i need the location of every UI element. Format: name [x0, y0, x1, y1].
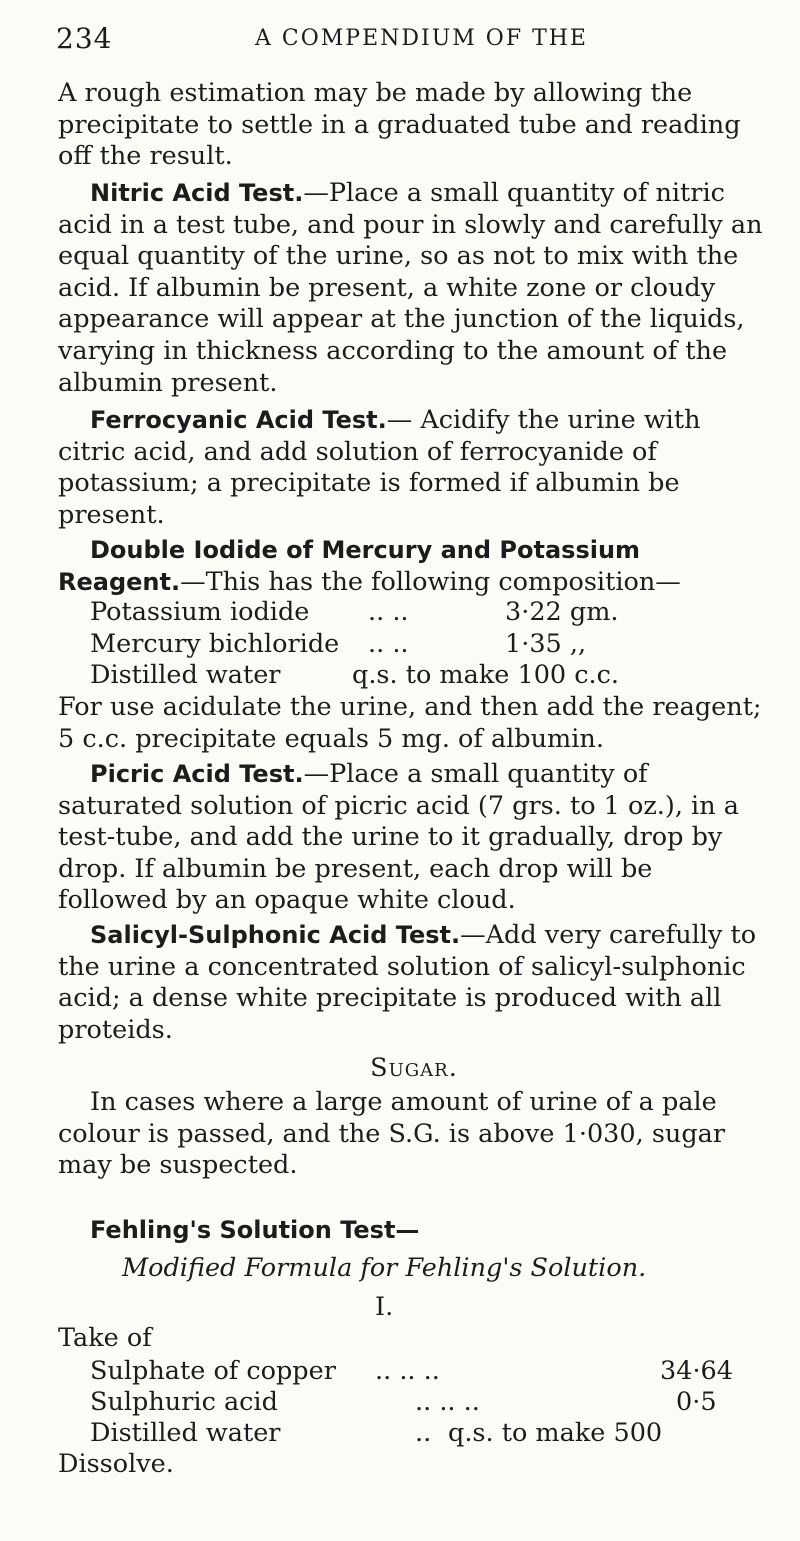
- ingredient-amount: 1·35 ,,: [505, 629, 587, 659]
- ferrocyanic-acid-heading: Ferrocyanic Acid Test.: [90, 406, 387, 434]
- ferrocyanic-acid-body: — Acidify the urine with citric acid, and add solution of ferrocyanide of potassium; a precipitate is formed if albumin be present.: [58, 405, 701, 530]
- salicyl-sulphonic-heading: Salicyl-Sulphonic Acid Test.: [90, 921, 461, 949]
- ingredient-dots: .. .. ..: [415, 1387, 480, 1417]
- ingredient-amount: 34·64: [660, 1356, 734, 1386]
- fehling-heading-block: [58, 1215, 770, 1247]
- ingredient-name: Sulphate of copper: [90, 1356, 336, 1386]
- ingredient-name: Distilled water: [90, 660, 281, 690]
- fehling-subheading: Modified Formula for Fehling's Solution.: [122, 1253, 647, 1283]
- double-iodide-section: [58, 535, 770, 598]
- ingredient-name: Mercury bichloride: [90, 629, 340, 659]
- salicyl-sulphonic-body: —Add very carefully to the urine a concentrated solution of salicyl-sulphonic acid; a dense white precipitate is produced with all proteids.: [58, 920, 757, 1045]
- sugar-section: In cases where a large amount of urine of a pale colour is passed, and the S.G. is above 1·030, sugar may be suspected.: [58, 1087, 726, 1181]
- nitric-acid-heading: Nitric Acid Test.: [90, 179, 304, 207]
- running-head: [0, 0, 800, 70]
- fehling-roman-numeral: I.: [375, 1292, 394, 1322]
- ingredient-dots: .. .. ..: [375, 1356, 440, 1386]
- ingredient-amount: 3·22 gm.: [505, 597, 619, 627]
- salicyl-sulphonic-section: [58, 920, 770, 1046]
- double-iodide-body: —This has the following composition—: [180, 566, 681, 597]
- intro-paragraph: A rough estimation may be made by allowing the precipitate to settle in a graduated tube and reading off the result.: [58, 78, 741, 172]
- take-of-label: Take of: [58, 1323, 152, 1353]
- ingredient-amount: q.s. to make 100 c.c.: [352, 660, 620, 690]
- picric-acid-section: [58, 759, 770, 917]
- dissolve-instruction: Dissolve.: [58, 1449, 174, 1479]
- ingredient-name: Sulphuric acid: [90, 1387, 278, 1417]
- ingredient-name: Potassium iodide: [90, 597, 310, 627]
- nitric-acid-body: —Place a small quantity of nitric acid in a test tube, and pour in slowly and carefully an equal quantity of the urine, so as not to mix with the acid. If albumin be present, a white zone or cloudy appearance will appear at the junction of the liquids, varying in thickness according to the amount of the albumin present.: [58, 178, 763, 398]
- running-title: A COMPENDIUM OF THE: [255, 26, 588, 51]
- ingredient-amount: q.s. to make 500: [448, 1418, 663, 1448]
- ingredient-name: Distilled water: [90, 1418, 281, 1448]
- ingredient-amount: 0·5: [676, 1387, 717, 1417]
- picric-acid-heading: Picric Acid Test.: [90, 760, 304, 788]
- fehling-heading: Fehling's Solution Test—: [90, 1216, 420, 1244]
- double-iodide-usage: For use acidulate the urine, and then add the reagent; 5 c.c. precipitate equals 5 mg. of albumin.: [58, 692, 762, 754]
- nitric-acid-section: [58, 178, 770, 399]
- sugar-heading: Sugar.: [370, 1053, 458, 1083]
- ferrocyanic-acid-section: [58, 405, 770, 531]
- ingredient-dots: .. ..: [368, 629, 409, 659]
- picric-acid-body: —Place a small quantity of saturated solution of picric acid (7 grs. to 1 oz.), in a test-tube, and add the urine to it gradually, drop by drop. If albumin be present, each drop will be followed by an opaque white cloud.: [58, 759, 739, 916]
- double-iodide-heading: Double Iodide of Mercury and Potassium Reagent.: [58, 536, 641, 596]
- page-number: 234: [56, 22, 113, 55]
- ingredient-dots: ..: [415, 1418, 432, 1448]
- ingredient-dots: .. ..: [368, 597, 409, 627]
